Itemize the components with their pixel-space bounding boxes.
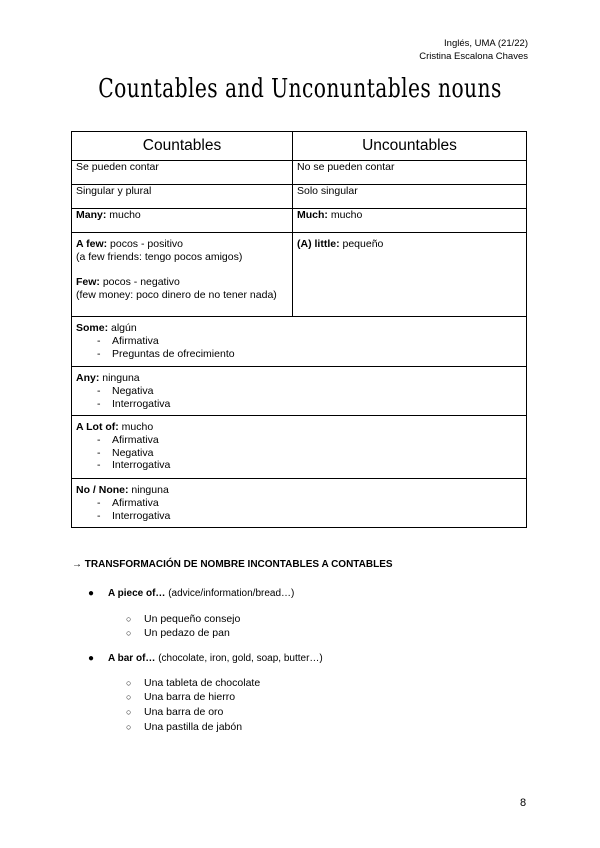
- subitem-text: Una barra de oro: [144, 706, 224, 718]
- table-row: [72, 233, 527, 317]
- circle-bullet-icon: ○: [126, 722, 132, 732]
- alotof-meaning: mucho: [118, 421, 154, 433]
- cell-uncountable-count: No se pueden contar: [293, 161, 527, 185]
- few-line: [76, 276, 288, 289]
- subitem-text: Una pastilla de jabón: [144, 721, 243, 733]
- cell-countable-count: Se pueden contar: [72, 161, 293, 185]
- subitem-text: Un pequeño consejo: [144, 613, 241, 625]
- bullet-term: A bar of…: [108, 653, 156, 664]
- table-row: [72, 209, 527, 233]
- col-header-uncountables: Uncountables: [293, 132, 527, 161]
- bullet-icon: ●: [88, 588, 95, 599]
- circle-bullet-icon: ○: [126, 707, 132, 717]
- none-list: [76, 497, 522, 522]
- cell-alotof: [72, 416, 527, 479]
- list-item: - Interrogativa: [76, 510, 522, 523]
- table-row: [72, 161, 527, 185]
- bullet-icon: ●: [88, 653, 95, 664]
- list-item: - Negativa: [76, 447, 522, 460]
- table-row: [72, 479, 527, 528]
- cell-little: [293, 233, 527, 317]
- afew-example: (a few friends: tengo pocos amigos): [76, 251, 243, 263]
- cell-uncountable-number: Solo singular: [293, 185, 527, 209]
- table-row: [72, 367, 527, 416]
- table-row: [72, 317, 527, 367]
- list-item: [126, 721, 242, 733]
- col-header-countables: Countables: [72, 132, 293, 161]
- page-title: Countables and Unconuntables nouns: [98, 74, 502, 104]
- circle-bullet-icon: ○: [126, 678, 132, 688]
- table-row: [72, 185, 527, 209]
- any-term: Any:: [76, 372, 100, 384]
- list-item: - Preguntas de ofrecimiento: [76, 348, 522, 361]
- page-number: 8: [520, 797, 527, 809]
- cell-few: [72, 233, 293, 317]
- list-item: - Afirmativa: [76, 497, 522, 510]
- some-list: [76, 335, 522, 360]
- header-course: Inglés, UMA (21/22): [444, 38, 528, 49]
- alotof-term: A Lot of:: [76, 421, 119, 433]
- circle-bullet-icon: ○: [126, 628, 132, 638]
- list-item: - Interrogativa: [76, 459, 522, 472]
- list-item: [126, 691, 235, 703]
- subitem-text: Una tableta de chocolate: [144, 677, 261, 689]
- alotof-list: [76, 434, 522, 472]
- bullet-term: A piece of…: [108, 588, 166, 599]
- cell-any: [72, 367, 527, 416]
- none-term: No / None:: [76, 484, 129, 496]
- list-item: [126, 677, 260, 689]
- circle-bullet-icon: ○: [126, 614, 132, 624]
- cell-many: [72, 209, 293, 233]
- circle-bullet-icon: ○: [126, 692, 132, 702]
- bullet-bar-of: [88, 653, 323, 664]
- bullet-examples: (advice/information/bread…): [165, 588, 295, 599]
- many-meaning: mucho: [106, 209, 141, 221]
- afew-line: [76, 238, 288, 251]
- cell-countable-number: Singular y plural: [72, 185, 293, 209]
- few-meaning: pocos - negativo: [99, 276, 180, 288]
- any-meaning: ninguna: [99, 372, 140, 384]
- list-item: [126, 613, 240, 625]
- bullet-examples: (chocolate, iron, gold, soap, butter…): [155, 653, 323, 664]
- few-term: Few:: [76, 276, 100, 288]
- little-term: (A) little:: [297, 238, 340, 250]
- list-item: [126, 627, 230, 639]
- header-author: Cristina Escalona Chaves: [419, 51, 528, 62]
- nouns-table: [71, 131, 527, 528]
- cell-much: [293, 209, 527, 233]
- table-row: [72, 416, 527, 479]
- few-example: (few money: poco dinero de no tener nada): [76, 289, 277, 301]
- afew-meaning: pocos - positivo: [107, 238, 183, 250]
- afew-term: A few:: [76, 238, 108, 250]
- any-list: [76, 385, 522, 410]
- table-header-row: [72, 132, 527, 161]
- much-term: Much:: [297, 209, 328, 221]
- none-meaning: ninguna: [128, 484, 169, 496]
- list-item: [126, 706, 223, 718]
- list-item: - Interrogativa: [76, 398, 522, 411]
- subitem-text: Un pedazo de pan: [144, 627, 230, 639]
- some-meaning: algún: [108, 322, 137, 334]
- much-meaning: mucho: [327, 209, 363, 221]
- list-item: - Afirmativa: [76, 434, 522, 447]
- bullet-piece-of: [88, 588, 294, 599]
- little-meaning: pequeño: [339, 238, 384, 250]
- list-item: - Afirmativa: [76, 335, 522, 348]
- section-heading: → TRANSFORMACIÓN DE NOMBRE INCONTABLES A CONTABLES: [72, 559, 393, 570]
- cell-some: [72, 317, 527, 367]
- cell-none: [72, 479, 527, 528]
- many-term: Many:: [76, 209, 107, 221]
- list-item: - Negativa: [76, 385, 522, 398]
- subitem-text: Una barra de hierro: [144, 691, 236, 703]
- some-term: Some:: [76, 322, 109, 334]
